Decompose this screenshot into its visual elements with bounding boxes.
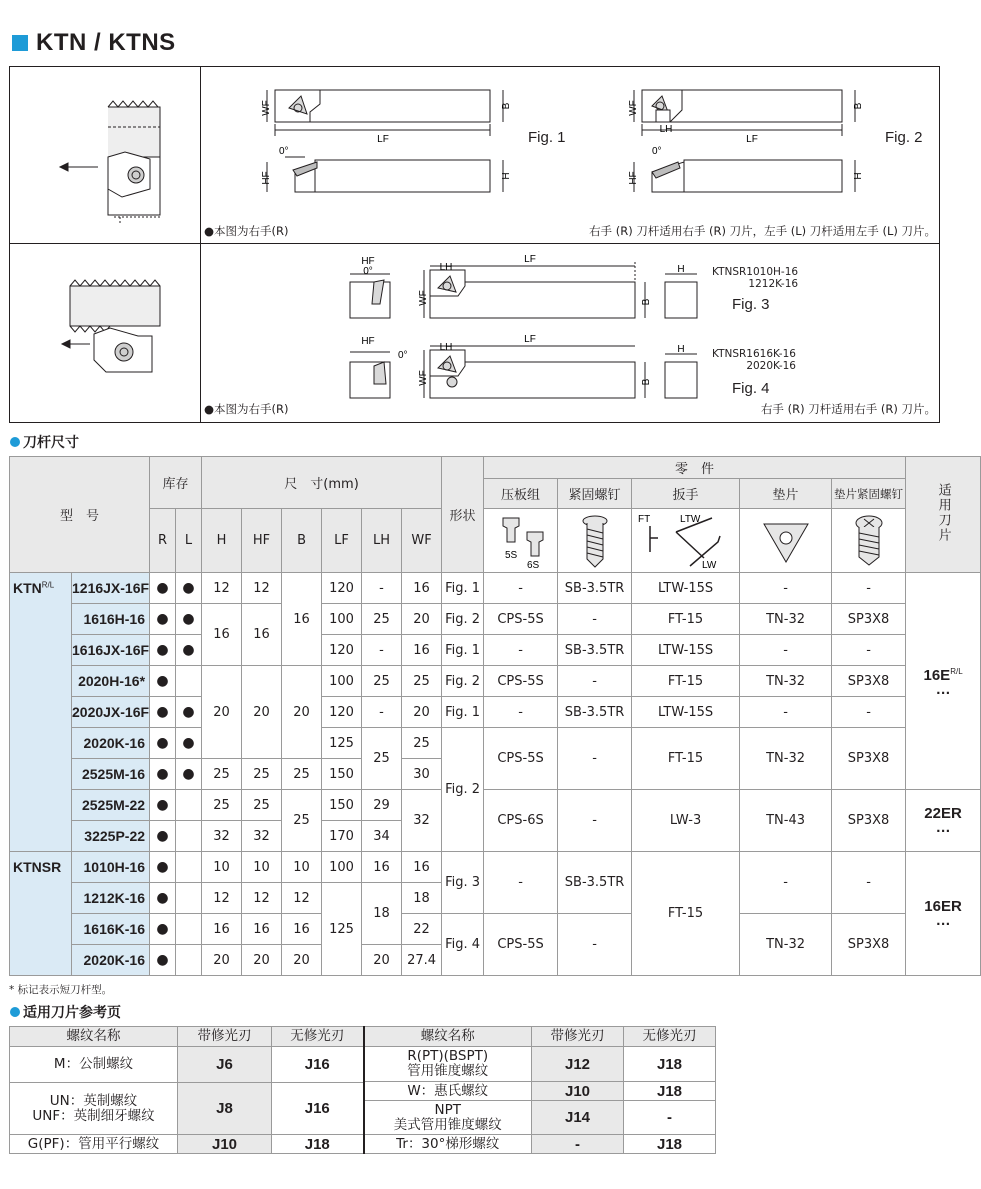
cell-shim-screw: SP3X8 [832, 666, 906, 697]
machining-illustration-2 [10, 244, 201, 422]
model-cell: 1010H-16 [72, 852, 150, 883]
table-row [10, 635, 981, 666]
cell-screw: - [558, 604, 632, 635]
header-parts: 零 件 [484, 457, 906, 479]
cell-shape: Fig. 1 [442, 573, 484, 604]
cell-lf: 100 [322, 666, 362, 697]
stock-l: ● [176, 759, 202, 790]
stock-r: ● [150, 852, 176, 883]
dim-h: H [677, 264, 685, 275]
figure-box-1 [9, 66, 940, 244]
header-h: H [202, 509, 242, 573]
cell-lh: 25 [362, 666, 402, 697]
ref-with-wiper: J10 [178, 1135, 272, 1154]
cell-screw: - [558, 728, 632, 790]
cell-wf: 25 [402, 728, 442, 759]
dim-wf: WF [261, 100, 272, 116]
cell-hf: 12 [242, 573, 282, 604]
cell-b: 12 [282, 883, 322, 914]
cell-shim-screw: SP3X8 [832, 728, 906, 790]
page-title: KTN / KTNS [12, 28, 176, 58]
dim-lh: LH [439, 342, 453, 353]
cell-lf: 150 [322, 790, 362, 821]
cell-hf: 32 [242, 821, 282, 852]
svg-text:5S: 5S [504, 549, 517, 561]
cell-hf: 25 [242, 759, 282, 790]
model-cell: 3225P-22 [72, 821, 150, 852]
cell-shim: TN-32 [740, 728, 832, 790]
stock-r: ● [150, 790, 176, 821]
series-ktn: $KTN^{R/L}$ [10, 573, 72, 604]
cell-h: 16 [202, 604, 242, 666]
cell-hf: 20 [242, 945, 282, 976]
stock-l: ● [176, 728, 202, 759]
header-suitable-insert: 适用刀片 [906, 457, 981, 573]
cell-wrench: LTW-15S [632, 697, 740, 728]
cell-wf: 16 [402, 573, 442, 604]
table-row [10, 914, 981, 945]
cell-h: 20 [202, 945, 242, 976]
cell-b: 16 [282, 914, 322, 945]
ref-thread-name: Tr：30°梯形螺纹 [364, 1135, 532, 1154]
dim-hf: HF [628, 171, 639, 185]
clamp-image [484, 509, 558, 573]
table-row [10, 790, 981, 821]
header-lf: LF [322, 509, 362, 573]
stock-r: ● [150, 573, 176, 604]
cell-lh: - [362, 573, 402, 604]
note-right-hand: ●本图为右手(R) [204, 224, 289, 238]
cell-lh: 18 [362, 883, 402, 945]
cell-wf: 16 [402, 635, 442, 666]
cell-shim: TN-32 [740, 604, 832, 635]
cell-clamp: - [484, 573, 558, 604]
dim-angle: 0° [652, 146, 662, 157]
model-cell: 2020JX-16F [72, 697, 150, 728]
cell-shape: Fig. 1 [442, 635, 484, 666]
ref-header-with-wiper: 带修光刃 [532, 1027, 624, 1047]
table-row [10, 573, 981, 604]
title-square-icon [12, 35, 28, 51]
dim-hf: HF [361, 256, 375, 267]
cell-wf: 16 [402, 852, 442, 883]
cell-clamp: CPS-5S [484, 604, 558, 635]
screw-icon [575, 513, 615, 569]
shim-image [740, 509, 832, 573]
cell-shape: Fig. 4 [442, 914, 484, 976]
table-row [10, 666, 981, 697]
fig2-drawing [622, 82, 862, 212]
dim-b: B [641, 298, 652, 306]
cell-clamp: CPS-5S [484, 914, 558, 976]
cell-screw: - [558, 666, 632, 697]
header-wrench: 扳手 [632, 479, 740, 509]
cell-clamp: - [484, 852, 558, 914]
cell-lh: 25 [362, 604, 402, 635]
dim-angle: 0° [279, 146, 289, 157]
model-cell: 2525M-16 [72, 759, 150, 790]
cell-b: 20 [282, 666, 322, 759]
shim-screw-image [832, 509, 906, 573]
cell-screw: SB-3.5TR [558, 697, 632, 728]
cell-lf: 170 [322, 821, 362, 852]
ref-thread-name: G(PF)：管用平行螺纹 [10, 1135, 178, 1154]
cell-h: 25 [202, 790, 242, 821]
cell-shim-screw: - [832, 852, 906, 914]
fig4-models: KTNSR1616K-16 2020K-16 [712, 348, 796, 372]
cell-lh: 16 [362, 852, 402, 883]
svg-text:FT: FT [637, 513, 650, 525]
cell-shape: Fig. 2 [442, 666, 484, 697]
fig2-label: Fig. 2 [885, 129, 923, 146]
stock-r: ● [150, 728, 176, 759]
header-size: 尺 寸(mm) [202, 457, 442, 509]
cell-wf: 25 [402, 666, 442, 697]
cell-shim: - [740, 635, 832, 666]
dim-wf: WF [418, 370, 429, 386]
ref-header-thread-name: 螺纹名称 [10, 1027, 178, 1047]
ref-thread-name: NPT 美式管用锥度螺纹 [364, 1101, 532, 1135]
ref-without-wiper: - [624, 1101, 716, 1135]
header-screw: 紧固螺钉 [558, 479, 632, 509]
stock-l: ● [176, 635, 202, 666]
model-cell: 2020K-16 [72, 945, 150, 976]
table-row [10, 1135, 716, 1154]
cell-wf: 27.4 [402, 945, 442, 976]
ref-header-without-wiper: 无修光刃 [272, 1027, 364, 1047]
cell-clamp: CPS-6S [484, 790, 558, 852]
cell-screw: - [558, 914, 632, 976]
threading-illustration-icon [10, 244, 200, 422]
svg-text:6S: 6S [526, 559, 539, 571]
stock-l [176, 790, 202, 821]
cell-b: 25 [282, 759, 322, 790]
cell-screw: SB-3.5TR [558, 852, 632, 914]
cell-clamp: - [484, 635, 558, 666]
dim-lf: LF [524, 334, 536, 345]
table-row [10, 1047, 716, 1082]
cell-wf: 30 [402, 759, 442, 790]
cell-shim: TN-43 [740, 790, 832, 852]
note-handedness: 右手 (R) 刀杆适用右手 (R) 刀片，左手 (L) 刀杆适用左手 (L) 刀片。 [589, 224, 936, 238]
svg-text:LTW: LTW [679, 513, 700, 525]
machining-illustration-1 [10, 67, 201, 243]
ref-without-wiper: J18 [272, 1135, 364, 1154]
ref-header-with-wiper: 带修光刃 [178, 1027, 272, 1047]
dim-angle: 0° [363, 266, 373, 277]
stock-r: ● [150, 635, 176, 666]
cell-wrench: FT-15 [632, 728, 740, 790]
cell-h: 12 [202, 573, 242, 604]
table-row [10, 852, 981, 883]
ref-thread-name: R(PT)(BSPT) 管用锥度螺纹 [364, 1047, 532, 1082]
dim-h: H [677, 344, 685, 355]
header-clamp: 压板组 [484, 479, 558, 509]
model-cell: 1216JX-16F [72, 573, 150, 604]
cell-shim-screw: - [832, 635, 906, 666]
fig3-models: KTNSR1010H-16 1212K-16 [712, 266, 799, 290]
stock-r: ● [150, 821, 176, 852]
header-stock: 库存 [150, 457, 202, 509]
model-cell: 1212K-16 [72, 883, 150, 914]
cell-wrench: FT-15 [632, 666, 740, 697]
suit-16er: 16ER … [906, 852, 981, 976]
cell-lh: 20 [362, 945, 402, 976]
header-shape: 形状 [442, 457, 484, 573]
ref-without-wiper: J18 [624, 1047, 716, 1082]
ref-with-wiper: J12 [532, 1047, 624, 1082]
stock-r: ● [150, 883, 176, 914]
dim-b: B [853, 102, 864, 110]
note-handedness: 右手 (R) 刀杆适用右手 (R) 刀片。 [760, 402, 936, 416]
cell-clamp: CPS-5S [484, 666, 558, 697]
dim-hf: HF [361, 336, 375, 347]
dim-b: B [501, 102, 512, 110]
header-wf: WF [402, 509, 442, 573]
cell-screw: - [558, 790, 632, 852]
section-insert-reference: 适用刀片参考页 [10, 1002, 121, 1022]
dim-wf: WF [628, 100, 639, 116]
ref-thread-name: W：惠氏螺纹 [364, 1082, 532, 1101]
stock-l [176, 821, 202, 852]
cell-shim-screw: - [832, 697, 906, 728]
model-cell: 1616K-16 [72, 914, 150, 945]
cell-shim-screw: SP3X8 [832, 604, 906, 635]
stock-r: ● [150, 604, 176, 635]
ref-without-wiper: J16 [272, 1083, 364, 1135]
cell-shape: Fig. 2 [442, 728, 484, 852]
cell-lf: 150 [322, 759, 362, 790]
cell-shim: - [740, 697, 832, 728]
screw-image [558, 509, 632, 573]
cell-lh: 25 [362, 728, 402, 790]
cell-lf: 120 [322, 697, 362, 728]
cell-lh: - [362, 635, 402, 666]
stock-l: ● [176, 604, 202, 635]
cell-h: 25 [202, 759, 242, 790]
series-ktnsr: KTNSR [10, 852, 72, 883]
stock-l [176, 945, 202, 976]
stock-l: ● [176, 697, 202, 728]
cell-h: 32 [202, 821, 242, 852]
shim-icon [756, 516, 816, 566]
fig4-drawing [340, 332, 710, 412]
cell-wf: 22 [402, 914, 442, 945]
stock-r: ● [150, 945, 176, 976]
cell-lf: 120 [322, 573, 362, 604]
figure-box-2 [9, 243, 940, 423]
header-model: 型 号 [10, 457, 150, 573]
cell-lf: 100 [322, 604, 362, 635]
dim-h: H [853, 172, 864, 180]
cell-wrench: LTW-15S [632, 573, 740, 604]
stock-l [176, 666, 202, 697]
cell-hf: 16 [242, 604, 282, 666]
shim-screw-icon [849, 513, 889, 569]
cell-shim-screw: SP3X8 [832, 790, 906, 852]
threading-illustration-icon [10, 67, 200, 243]
cell-b: 10 [282, 852, 322, 883]
stock-l [176, 852, 202, 883]
cell-hf: 10 [242, 852, 282, 883]
dim-h: H [501, 172, 512, 180]
stock-r: ● [150, 697, 176, 728]
model-cell: 1616JX-16F [72, 635, 150, 666]
cell-b: 25 [282, 790, 322, 852]
cell-shim-screw: SP3X8 [832, 914, 906, 976]
ref-header-without-wiper: 无修光刃 [624, 1027, 716, 1047]
model-cell: 2525M-22 [72, 790, 150, 821]
note-right-hand: ●本图为右手(R) [204, 402, 289, 416]
ref-thread-name: UN：英制螺纹 UNF：英制细牙螺纹 [10, 1083, 178, 1135]
cell-lf: 100 [322, 852, 362, 883]
clamp-set-icon [491, 512, 551, 570]
cell-h: 10 [202, 852, 242, 883]
table-row [10, 697, 981, 728]
cell-screw: SB-3.5TR [558, 635, 632, 666]
cell-lf: 125 [322, 883, 362, 976]
cell-wf: 20 [402, 604, 442, 635]
dim-lh: LH [439, 262, 453, 273]
cell-wf: 20 [402, 697, 442, 728]
footnote: * 标记表示短刀杆型。 [9, 984, 113, 996]
stock-l [176, 914, 202, 945]
stock-r: ● [150, 914, 176, 945]
cell-wrench: LW-3 [632, 790, 740, 852]
suit-16e: $16E^{R/L}$ … [906, 573, 981, 790]
stock-r: ● [150, 666, 176, 697]
cell-clamp: - [484, 697, 558, 728]
header-stock-l: L [176, 509, 202, 573]
insert-reference-table [9, 1026, 716, 1154]
cell-h: 20 [202, 666, 242, 759]
dim-wf: WF [418, 290, 429, 306]
ref-without-wiper: J18 [624, 1082, 716, 1101]
bullet-icon [10, 1007, 20, 1017]
dim-hf: HF [261, 171, 272, 185]
cell-lh: - [362, 697, 402, 728]
dim-lf: LF [377, 134, 389, 145]
bullet-icon [10, 437, 20, 447]
fig1-label: Fig. 1 [528, 129, 566, 146]
dim-lh: LH [659, 124, 673, 135]
cell-lf: 120 [322, 635, 362, 666]
section-holder-dimensions: 刀杆尺寸 [10, 432, 79, 452]
stock-l: ● [176, 573, 202, 604]
cell-shape: Fig. 2 [442, 604, 484, 635]
cell-h: 12 [202, 883, 242, 914]
suit-22er: 22ER … [906, 790, 981, 852]
holder-spec-table [9, 456, 981, 976]
cell-b: 20 [282, 945, 322, 976]
stock-l [176, 883, 202, 914]
fig3-label: Fig. 3 [732, 296, 770, 313]
cell-h: 16 [202, 914, 242, 945]
wrench-icon [636, 512, 736, 570]
cell-shim: TN-32 [740, 914, 832, 976]
cell-hf: 16 [242, 914, 282, 945]
table-row [10, 604, 981, 635]
ref-with-wiper: - [532, 1135, 624, 1154]
model-cell: 2020H-16* [72, 666, 150, 697]
stock-r: ● [150, 759, 176, 790]
cell-shape: Fig. 3 [442, 852, 484, 914]
header-shim: 垫片 [740, 479, 832, 509]
fig4-label: Fig. 4 [732, 380, 770, 397]
cell-shim: - [740, 573, 832, 604]
header-shim-screw: 垫片紧固螺钉 [832, 479, 906, 509]
ref-with-wiper: J8 [178, 1083, 272, 1135]
header-b: B [282, 509, 322, 573]
cell-shim: - [740, 852, 832, 914]
svg-text:LW: LW [701, 559, 716, 571]
header-lh: LH [362, 509, 402, 573]
model-cell: 2020K-16 [72, 728, 150, 759]
cell-hf: 25 [242, 790, 282, 821]
header-hf: HF [242, 509, 282, 573]
dim-b: B [641, 378, 652, 386]
ref-with-wiper: J6 [178, 1047, 272, 1083]
cell-lh: 34 [362, 821, 402, 852]
cell-wrench: FT-15 [632, 852, 740, 976]
cell-hf: 12 [242, 883, 282, 914]
wrench-image [632, 509, 740, 573]
cell-clamp: CPS-5S [484, 728, 558, 790]
cell-shape: Fig. 1 [442, 697, 484, 728]
ref-with-wiper: J14 [532, 1101, 624, 1135]
header-stock-r: R [150, 509, 176, 573]
model-cell: 1616H-16 [72, 604, 150, 635]
dim-angle: 0° [398, 350, 408, 361]
fig1-drawing [255, 82, 525, 212]
ref-thread-name: M：公制螺纹 [10, 1047, 178, 1083]
cell-shim-screw: - [832, 573, 906, 604]
cell-shim: TN-32 [740, 666, 832, 697]
cell-screw: SB-3.5TR [558, 573, 632, 604]
cell-lh: 29 [362, 790, 402, 821]
dim-lf: LF [524, 254, 536, 265]
cell-wf: 18 [402, 883, 442, 914]
cell-wf: 32 [402, 790, 442, 852]
cell-wrench: LTW-15S [632, 635, 740, 666]
table-row [10, 728, 981, 759]
cell-wrench: FT-15 [632, 604, 740, 635]
cell-lf: 125 [322, 728, 362, 759]
ref-header-thread-name: 螺纹名称 [364, 1027, 532, 1047]
ref-without-wiper: J18 [624, 1135, 716, 1154]
ref-with-wiper: J10 [532, 1082, 624, 1101]
dim-lf: LF [746, 134, 758, 145]
cell-hf: 20 [242, 666, 282, 759]
fig3-drawing [340, 252, 710, 332]
cell-b: 16 [282, 573, 322, 666]
ref-without-wiper: J16 [272, 1047, 364, 1083]
